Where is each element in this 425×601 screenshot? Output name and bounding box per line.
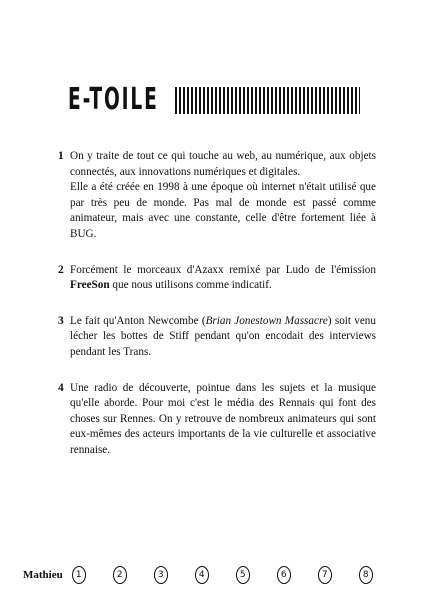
answer-text: Une radio de découverte, pointue dans les sujets et la musique qu'elle aborde. Pour moi c'est le média des Rennais qui font des choses sur Rennes. On y retrouve de nombreux animateurs qui sont eux-mêmes des acteurs importants de la vie culturelle et associative rennaise. xyxy=(70,381,376,456)
band-name: Brian Jonestown Massacre xyxy=(205,314,328,327)
page-title-block xyxy=(68,82,360,117)
answer-text-part: ) soit venu lécher les bottes de Stiff pendant qu'on encodait des interviews pendant les Trans. xyxy=(70,314,376,358)
title-stripes-decoration xyxy=(175,87,360,114)
circle-number-2: 2 xyxy=(113,566,127,584)
answer-list xyxy=(58,149,376,479)
question-number-circles xyxy=(72,566,373,584)
author-name: Mathieu xyxy=(23,569,63,581)
page-title: E-TOILE xyxy=(68,82,159,117)
answer-item-3 xyxy=(58,314,376,361)
answer-text-part: Le fait qu'Anton Newcombe ( xyxy=(70,314,206,327)
answer-text: Elle a été créée en 1998 à une époque où internet n'était utilisé que par très peu de monde. Pas mal de monde est passé comme animateur, mais avec une constante, celle d'être fortement liée à BUG. xyxy=(70,181,376,240)
answer-number: 2 xyxy=(58,263,64,276)
circle-number-3: 3 xyxy=(154,566,168,584)
answer-number: 3 xyxy=(58,314,64,327)
answer-text xyxy=(70,263,376,294)
answer-item-4 xyxy=(58,381,376,459)
circle-number-8: 8 xyxy=(359,566,373,584)
circle-number-7: 7 xyxy=(318,566,332,584)
answer-item-1 xyxy=(58,149,376,243)
answer-text: On y traite de tout ce qui touche au web, au numérique, aux objets connectés, aux innovations numériques et digitales. xyxy=(70,150,376,178)
answer-item-2 xyxy=(58,263,376,294)
answer-text-part: que nous utilisons comme indicatif. xyxy=(109,279,272,292)
circle-number-4: 4 xyxy=(195,566,209,584)
circle-number-1: 1 xyxy=(72,566,86,584)
answer-text xyxy=(70,314,376,361)
answer-text-part: Forcément le morceaux d'Azaxx remixé par Ludo de l'émission xyxy=(70,263,376,276)
circle-number-6: 6 xyxy=(277,566,291,584)
circle-number-5: 5 xyxy=(236,566,250,584)
show-name: FreeSon xyxy=(70,279,110,292)
answer-number: 4 xyxy=(58,381,64,394)
footer xyxy=(23,566,373,584)
answer-number: 1 xyxy=(58,150,64,162)
